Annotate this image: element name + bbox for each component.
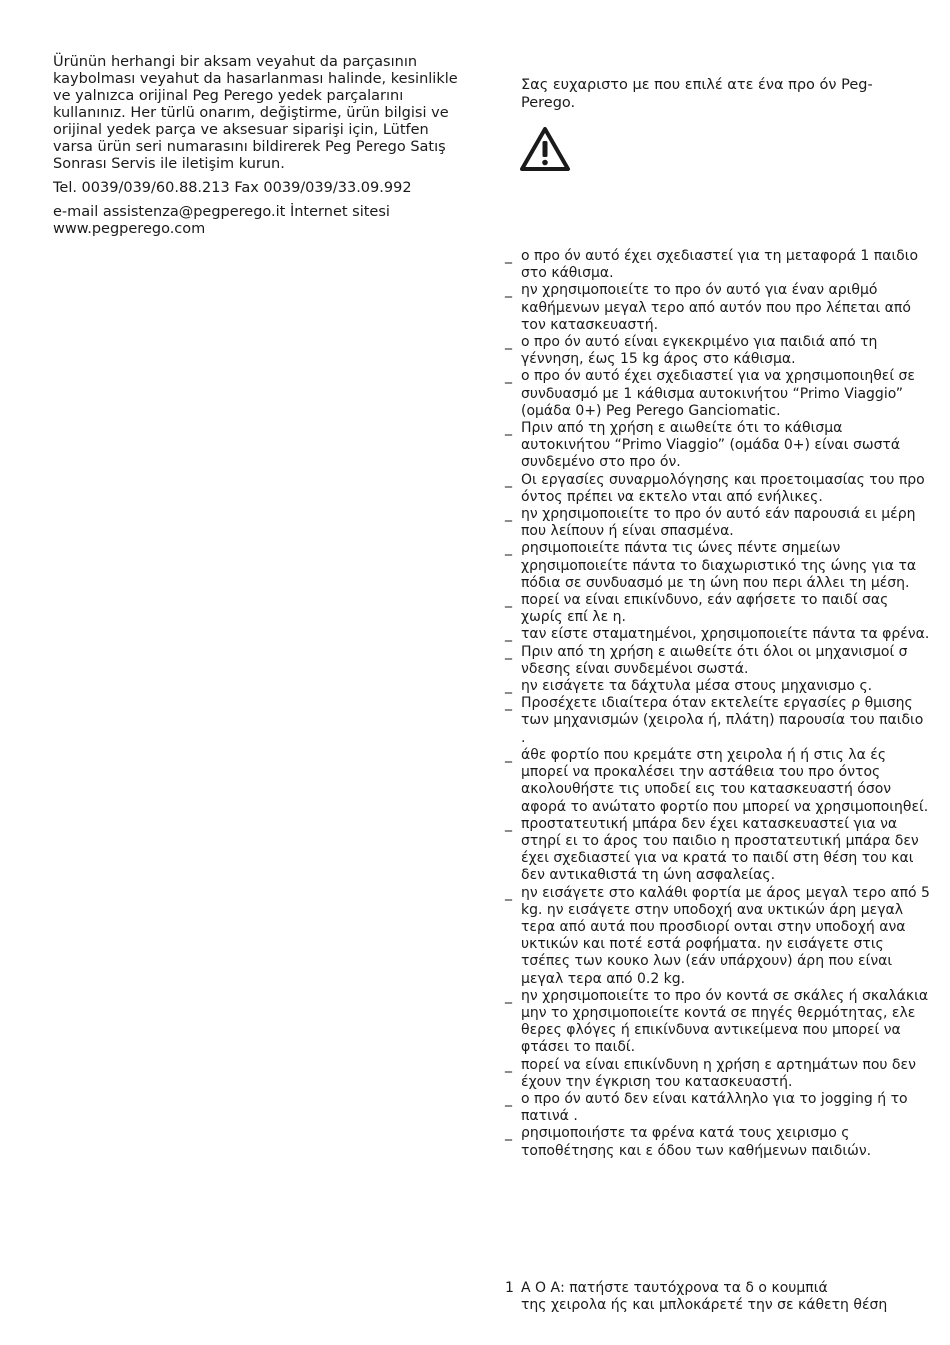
bullet-mark: _ xyxy=(505,1125,512,1142)
bullet-mark: _ xyxy=(505,420,512,437)
warning-text: ταν είστε σταματημένοι, χρησιμοποιείτε πάντα τα φρένα. xyxy=(521,626,930,643)
warning-text: Πριν από τη χρήση ε αιωθείτε ότι όλοι οι μηχανισμοί σ νδεσης είναι συνδεμένοι σωστά. xyxy=(521,643,908,677)
instruction-step xyxy=(505,1280,930,1314)
warning-item xyxy=(505,282,930,334)
bullet-mark: _ xyxy=(505,540,512,557)
spare-parts-paragraph: Ürünün herhangi bir aksam veyahut da parçasının kaybolması veyahut da hasarlanması halinde, kesinlikle ve yalnızca orijinal Peg Perego yedek parçalarını kullanınız. Her türlü onarım, değiştirme, ürün bilgisi ve orijinal yedek parça ve aksesuar siparişi için, Lütfen varsa ürün seri numarasını bildirerek Peg Perego Satış Sonrası Servis ile iletişim kurun. xyxy=(53,54,458,172)
warning-item xyxy=(505,1125,930,1159)
bullet-mark: _ xyxy=(505,815,512,832)
warning-text: ο προ όν αυτό έχει σχεδιαστεί για τη μεταφορά 1 παιδιο στο κάθισμα. xyxy=(521,248,919,282)
warning-item xyxy=(505,540,930,592)
warning-text: ην εισάγετε τα δάχτυλα μέσα στους μηχανισμο ς. xyxy=(521,678,873,695)
warning-text: Προσέχετε ιδιαίτερα όταν εκτελείτε εργασίες ρ θμισης των μηχανισμών (χειρολα ή, πλάτη) παρουσία του παιδιο . xyxy=(521,695,924,746)
warning-text: ο προ όν αυτό δεν είναι κατάλληλο για το jogging ή το πατινά . xyxy=(521,1090,908,1125)
step-text-line1: Α Ο Α: πατήστε ταυτόχρονα τα δ ο κουμπιά xyxy=(521,1280,828,1296)
bullet-mark: _ xyxy=(505,506,512,523)
warning-text: ρησιμοποιήστε τα φρένα κατά τους χειρισμο ς τοποθέτησης και ε όδου των καθήμενων παιδιών. xyxy=(521,1125,872,1159)
bullet-mark: _ xyxy=(505,1090,512,1107)
warning-text: Οι εργασίες συναρμολόγησης και προετοιμασίας του προ όντος πρέπει να εκτελο νται από ενήλικες. xyxy=(521,471,925,505)
step-text-line2: της χειρολα ής και μπλοκάρετέ την σε κάθετη θέση xyxy=(521,1297,888,1314)
warnings-list xyxy=(505,248,930,1160)
warning-item xyxy=(505,472,930,506)
warning-item xyxy=(505,248,930,282)
bullet-mark: _ xyxy=(505,884,512,901)
bullet-mark: _ xyxy=(505,1056,512,1073)
warning-text: Πριν από τη χρήση ε αιωθείτε ότι το κάθισμα αυτοκινήτου “Primo Viaggio” (ομάδα 0+) είναι σωστά συνδεμένο στο προ όν. xyxy=(521,420,901,471)
warning-item xyxy=(505,988,930,1057)
warning-text: ην χρησιμοποιείτε το προ όν κοντά σε σκάλες ή σκαλάκια μην το χρησιμοποιείτε κοντά σε πηγές θερμότητας, ελε θερες φλόγες ή επικίνδυνα αντικείμενα που μπορεί να φτάσει το παιδί. xyxy=(521,987,929,1056)
warning-text: προστατευτική μπάρα δεν έχει κατασκευαστεί για να στηρί ει το άρος του παιδιο η προστατευτική μπάρα δεν έχει σχεδιαστεί για να κρατά το παιδί στη θέση του και δεν αντικαθιστά τη ώνη ασφαλείας. xyxy=(521,815,919,884)
warning-item xyxy=(505,1091,930,1125)
bullet-mark: _ xyxy=(505,471,512,488)
warning-item xyxy=(505,885,930,988)
bullet-mark: _ xyxy=(505,248,512,264)
warning-item xyxy=(505,592,930,626)
bullet-mark: _ xyxy=(505,643,512,660)
bullet-mark: _ xyxy=(505,746,512,763)
bullet-mark: _ xyxy=(505,626,512,643)
warning-item xyxy=(505,368,930,420)
bullet-mark: _ xyxy=(505,592,512,609)
warning-text: ην χρησιμοποιείτε το προ όν αυτό εάν παρουσιά ει μέρη που λείπουν ή είναι σπασμένα. xyxy=(521,506,916,540)
bullet-mark: _ xyxy=(505,987,512,1004)
warning-item xyxy=(505,678,930,695)
warning-text: πορεί να είναι επικίνδυνη η χρήση ε αρτημάτων που δεν έχουν την έγκριση του κατασκευαστή. xyxy=(521,1056,916,1090)
warning-item xyxy=(505,334,930,368)
warning-text: ο προ όν αυτό είναι εγκεκριμένο για παιδιά από τη γέννηση, έως 15 kg άρος στο κάθισμα. xyxy=(521,334,878,368)
bullet-mark: _ xyxy=(505,695,512,712)
step-number: 1 xyxy=(505,1280,514,1296)
warning-item xyxy=(505,747,930,816)
bullet-mark: _ xyxy=(505,334,512,351)
warning-item xyxy=(505,626,930,643)
bullet-mark: _ xyxy=(505,368,512,385)
warning-text: ρησιμοποιείτε πάντα τις ώνες πέντε σημείων χρησιμοποιείτε πάντα το διαχωριστικό της ώνης για τα πόδια σε συνδυασμό με τη ώνη που περι άλλει τη μέση. xyxy=(521,540,917,591)
warning-triangle-icon xyxy=(519,126,571,172)
warning-text: ην χρησιμοποιείτε το προ όν αυτό για έναν αριθμό καθήμενων μεγαλ τερο από αυτόν που προ λέπεται από τον κατασκευαστή. xyxy=(521,282,911,333)
contact-phone-fax: Tel. 0039/039/60.88.213 Fax 0039/039/33.09.992 xyxy=(53,180,412,196)
warning-item xyxy=(505,420,930,472)
warning-item xyxy=(505,695,930,747)
warning-item xyxy=(505,644,930,678)
warning-text: άθε φορτίο που κρεμάτε στη χειρολα ή ή στις λα ές μπορεί να προκαλέσει την αστάθεια του προ όντος ακολουθήστε τις υποδεί εις του κατασκευαστή όσον αφορά το ανώτατο φορτίο που μπορεί να χρησιμοποιηθεί. xyxy=(521,746,929,815)
bullet-mark: _ xyxy=(505,678,512,695)
thanks-intro: Σας ευχαριστο με που επιλέ ατε ένα προ όν Peg-Perego. xyxy=(521,77,873,111)
warning-item xyxy=(505,1057,930,1091)
right-header xyxy=(505,76,925,172)
warning-item xyxy=(505,506,930,540)
left-column xyxy=(53,54,463,245)
contact-email-web: e-mail assistenza@pegperego.it İnternet sitesi www.pegperego.com xyxy=(53,204,390,237)
warning-text: ην εισάγετε στο καλάθι φορτία με άρος μεγαλ τερο από 5 kg. ην εισάγετε στην υποδοχή ανα υκτικών άρη μεγαλ τερα από αυτά που προσδιορί ονται στην υποδοχή ανα υκτικών και ποτέ εστά ροφήματα. ην εισάγετε στις τσέπες των κουκο λων (εάν υπάρχουν) άρη που είναι μεγαλ τερα από 0.2 kg. xyxy=(521,884,930,987)
bullet-mark: _ xyxy=(505,282,512,299)
warning-item xyxy=(505,816,930,885)
warning-text: πορεί να είναι επικίνδυνο, εάν αφήσετε το παιδί σας χωρίς επί λε η. xyxy=(521,592,889,626)
warning-text: ο προ όν αυτό έχει σχεδιαστεί για να χρησιμοποιηθεί σε συνδυασμό με 1 κάθισμα αυτοκινήτου “Primo Viaggio” (ομάδα 0+) Peg Perego Ganciomatic. xyxy=(521,368,915,419)
